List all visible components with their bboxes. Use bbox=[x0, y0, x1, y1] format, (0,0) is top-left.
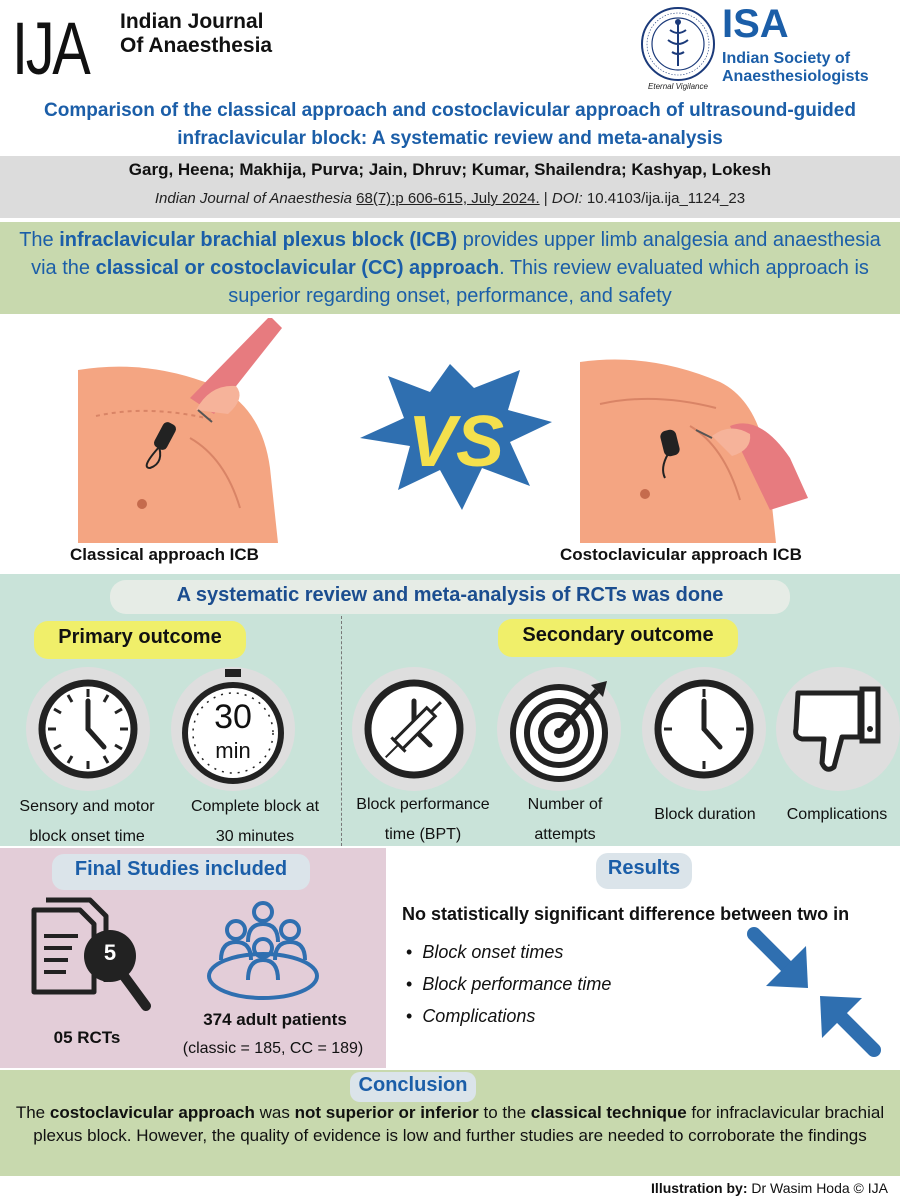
journal-name: Indian Journal Of Anaesthesia bbox=[120, 10, 273, 57]
clock-icon bbox=[26, 667, 150, 791]
patients-group-icon bbox=[204, 900, 322, 1004]
patients-count: 374 adult patients bbox=[203, 1010, 347, 1029]
ija-logo: IJA bbox=[12, 7, 89, 90]
outcome-label: Complications bbox=[786, 806, 888, 823]
approach-illustration bbox=[0, 318, 900, 570]
outcome-label: Block duration bbox=[654, 806, 756, 823]
illustration-credit: Illustration by: Dr Wasim Hoda © IJA bbox=[651, 1180, 888, 1196]
results-title: Results bbox=[607, 857, 681, 879]
citation: Indian Journal of Anaesthesia 68(7):p 606-615, July 2024. | DOI: 10.4103/ija.ija_1124_23 bbox=[154, 190, 746, 207]
conclusion-title: Conclusion bbox=[358, 1074, 468, 1096]
authors: Garg, Heena; Makhija, Purva; Jain, Dhruv; Kumar, Shailendra; Kashyap, Lokesh bbox=[128, 160, 772, 179]
classical-caption: Classical approach ICB bbox=[70, 545, 259, 564]
list-item: • Block performance time bbox=[406, 968, 611, 1000]
primary-outcome-title: Primary outcome bbox=[58, 626, 222, 648]
costoclavicular-caption: Costoclavicular approach ICB bbox=[560, 545, 802, 564]
society-motto: Eternal Vigilance bbox=[648, 82, 708, 91]
studies-title: Final Studies included bbox=[74, 858, 288, 880]
outcome-label: Block performance time (BPT) bbox=[356, 796, 490, 843]
rcts-count: 05 RCTs bbox=[53, 1028, 121, 1047]
converging-arrows-icon bbox=[740, 922, 888, 1062]
society-abbreviation: ISA bbox=[722, 2, 789, 46]
stopwatch-value: 30 bbox=[214, 698, 252, 736]
results-list bbox=[406, 936, 611, 1032]
magnifier-number: 5 bbox=[103, 940, 117, 965]
results-heading: No statistically significant difference between two in bbox=[402, 904, 850, 924]
classical-approach-figure bbox=[78, 318, 282, 543]
list-item: • Complications bbox=[406, 1000, 611, 1032]
header bbox=[0, 0, 900, 98]
versus-burst-icon bbox=[360, 364, 552, 510]
list-item: • Block onset times bbox=[406, 936, 611, 968]
citation-issue-link[interactable]: 68(7):p 606-615, July 2024. bbox=[356, 190, 540, 207]
target-icon bbox=[497, 667, 621, 791]
costoclavicular-approach-figure bbox=[580, 360, 808, 544]
review-banner: A systematic review and meta-analysis of RCTs was done bbox=[176, 584, 724, 606]
clock-syringe-icon bbox=[352, 667, 476, 791]
clock-icon bbox=[642, 667, 766, 791]
vs-text: VS bbox=[407, 402, 505, 482]
society-name: Indian Society of Anaesthesiologists bbox=[722, 50, 869, 85]
conclusion-text: The costoclavicular approach was not superior or inferior to the classical technique for infraclavicular brachial plexus block. However, the quality of evidence is low and further studies are needed to corroborate the findings bbox=[15, 1103, 885, 1145]
secondary-outcome-title: Secondary outcome bbox=[522, 624, 714, 646]
doi-label: DOI: bbox=[551, 190, 583, 207]
isa-seal-icon bbox=[640, 6, 716, 82]
article-title: Comparison of the classical approach and costoclavicular approach of ultrasound-guided infraclavicular block: A systematic review and meta-analysis bbox=[44, 100, 856, 149]
intro-text: The infraclavicular brachial plexus block (ICB) provides upper limb analgesia and anaesthesia via the classical or costoclavicular (CC) approach. This review evaluated which approach is superior regarding onset, performance, and safety bbox=[19, 229, 881, 307]
documents-search-icon bbox=[28, 896, 152, 1020]
patients-split: (classic = 185, CC = 189) bbox=[182, 1040, 364, 1057]
doi-value: 10.4103/ija.ija_1124_23 bbox=[586, 190, 746, 207]
thumbs-down-icon bbox=[776, 667, 900, 791]
outcome-label: Number of attempts bbox=[527, 796, 603, 843]
outcome-label: Complete block at 30 minutes bbox=[190, 798, 320, 845]
outcome-label: Sensory and motor block onset time bbox=[19, 798, 155, 845]
stopwatch-unit: min bbox=[215, 738, 251, 763]
citation-journal: Indian Journal of Anaesthesia bbox=[154, 190, 352, 207]
